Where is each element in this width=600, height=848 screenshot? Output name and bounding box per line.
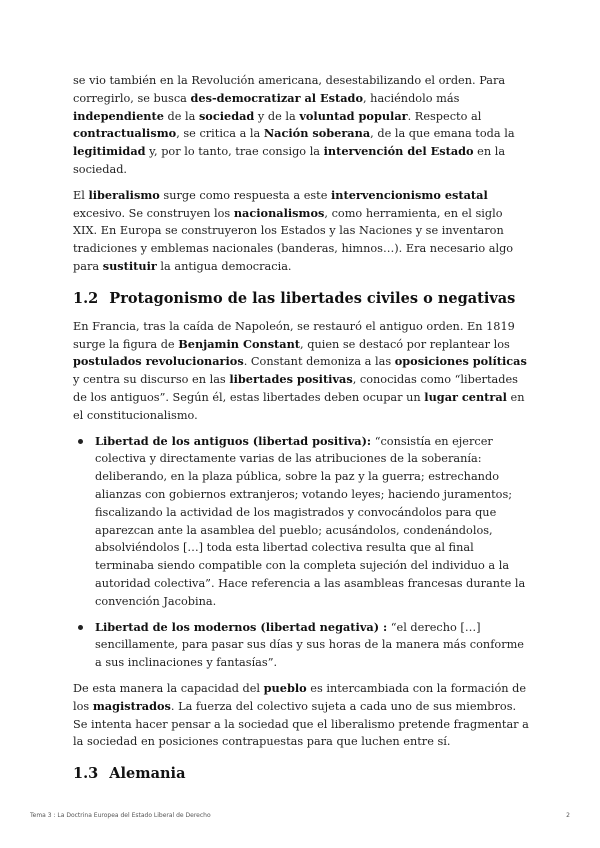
- text-run: , se critica a la: [176, 127, 264, 141]
- list-item: [73, 619, 529, 672]
- bold-term: Nación soberana: [263, 126, 371, 141]
- bold-term: magistrados: [92, 698, 171, 713]
- section-number: 1.3: [73, 765, 99, 783]
- bold-term: postulados revolucionarios: [73, 354, 244, 369]
- bold-term: Libertad de los antiguos (libertad positiva):: [95, 433, 372, 448]
- text-run: en el constitucionalismo.: [73, 390, 525, 422]
- bullet-list: [73, 433, 529, 672]
- text-run: , haciéndolo más: [362, 91, 460, 105]
- section-number: 1.2: [73, 289, 99, 307]
- bold-term: Libertad de los modernos (libertad negativa) :: [95, 619, 388, 634]
- text-run: , como herramienta, en el siglo XIX. En Europa se construyeron los Estados y las Naciones y se inventaron tradiciones y emblemas nacionales (banderas, himnos…). Era necesario algo para: [73, 206, 514, 273]
- text-run: “consistía en ejercer colectiva y directamente varias de las atribuciones de la soberanía: deliberando, en la plaza pública, sobre la paz y la guerra; estrechando alianzas con gobiernos extranjeros; votando leyes; haciendo juramentos; fiscalizando la actividad de los magistrados y convocándolos para que aparezcan ante la asamblea del pueblo; acusándolos, condenándolos, absolviéndolos […] toda esta libertad colectiva resulta que al final terminaba siendo compatible con la completa sujeción del individuo a la autoridad colectiva”. Hace referencia a las asambleas francesas durante la convención Jacobina.: [95, 434, 526, 608]
- bold-term: oposiciones políticas: [394, 354, 527, 369]
- bold-term: intervención del Estado: [323, 144, 474, 159]
- bold-term: lugar central: [424, 389, 507, 404]
- bold-term: intervencionismo estatal: [331, 187, 488, 202]
- bold-term: nacionalismos: [233, 205, 325, 220]
- text-run: . Constant demoniza a las: [243, 355, 395, 369]
- text-run: De esta manera la capacidad del: [73, 681, 264, 695]
- text-run: , de la que emana toda la: [370, 127, 515, 141]
- paragraph: [73, 187, 529, 276]
- text-run: El: [73, 188, 89, 202]
- section-heading-1-3: [73, 764, 529, 784]
- bold-term: Benjamin Constant: [178, 336, 301, 351]
- section-heading-1-2: [73, 289, 529, 309]
- text-run: , quien se destacó por replantear los: [300, 337, 510, 351]
- text-run: la antigua democracia.: [156, 259, 292, 273]
- text-run: y centra su discurso en las: [73, 373, 230, 387]
- bold-term: legitimidad: [73, 144, 146, 159]
- list-item-text: [95, 621, 524, 670]
- page-content: [73, 72, 529, 793]
- bullet-icon: [78, 439, 83, 444]
- text-run: excesivo. Se construyen los: [73, 206, 234, 220]
- section-title: Protagonismo de las libertades civiles o negativas: [109, 289, 516, 307]
- bold-term: voluntad popular: [299, 108, 408, 123]
- text-run: se vio también en la Revolución americana, desestabilizando el orden. Para corregirlo, se busca: [73, 74, 506, 105]
- bold-term: des-democratizar al Estado: [190, 90, 363, 105]
- paragraph: [73, 680, 529, 751]
- text-run: de la: [163, 109, 199, 123]
- text-run: en la sociedad.: [73, 145, 506, 176]
- text-run: “el derecho […] sencillamente, para pasar sus días y sus horas de la manera más conforme a sus inclinaciones y fantasías”.: [95, 620, 524, 670]
- bold-term: liberalismo: [88, 187, 160, 202]
- text-run: es intercambiada con la formación de los: [73, 681, 527, 713]
- footer-title: Tema 3 : La Doctrina Europea del Estado Liberal de Derecho: [30, 812, 211, 819]
- text-run: y de la: [254, 109, 300, 123]
- bold-term: pueblo: [263, 680, 307, 695]
- bullet-icon: [78, 625, 83, 630]
- page-footer: [30, 812, 570, 819]
- bold-term: independiente: [73, 108, 164, 123]
- paragraph: [73, 72, 529, 179]
- list-item-text: [95, 435, 525, 608]
- paragraph: [73, 318, 529, 425]
- text-run: En Francia, tras la caída de Napoleón, se restauró el antiguo orden. En 1819 surge la figura de: [73, 319, 515, 351]
- bold-term: sociedad: [198, 108, 255, 123]
- text-run: y, por lo tanto, trae consigo la: [145, 145, 324, 159]
- bold-term: contractualismo: [73, 126, 177, 141]
- text-run: . La fuerza del colectivo sujeta a cada uno de sus miembros. Se intenta hacer pensar a la sociedad que el liberalismo pretende fragmentar a la sociedad en posiciones contrapuestas para que luchen entre sí.: [73, 699, 529, 749]
- text-run: , conocidas como “libertades de los antiguos”. Según él, estas libertades deben ocupar un: [73, 373, 518, 404]
- text-run: surge como respuesta a este: [159, 188, 331, 202]
- text-run: . Respecto al: [407, 109, 482, 123]
- list-item: [73, 433, 529, 611]
- bold-term: sustituir: [102, 258, 157, 273]
- bold-term: libertades positivas: [229, 372, 353, 387]
- page-number: 2: [566, 812, 570, 819]
- section-title: Alemania: [109, 765, 186, 783]
